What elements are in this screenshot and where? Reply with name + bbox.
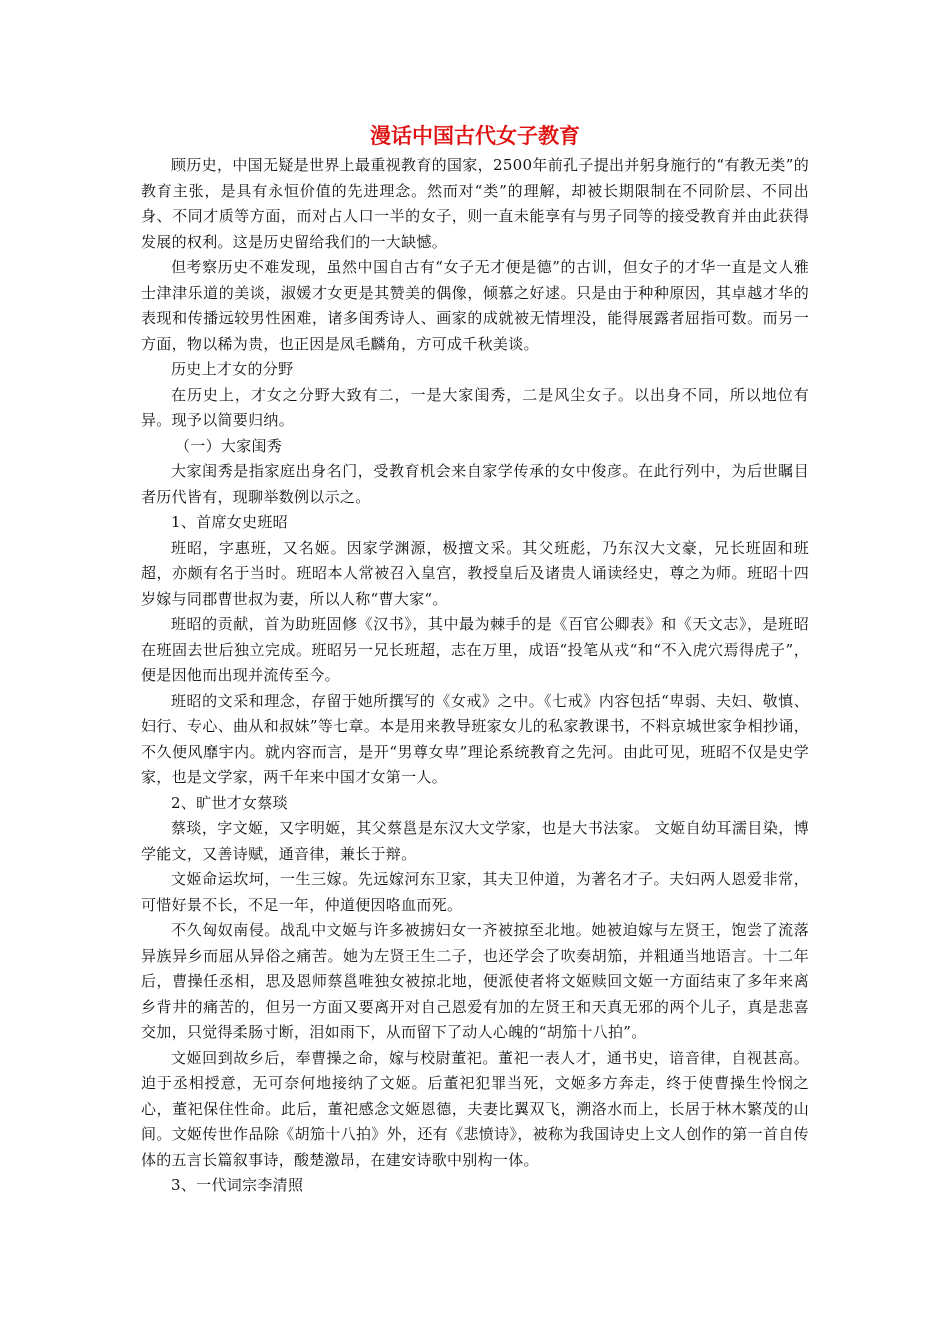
heading-ban-zhao: 1、首席女史班昭: [171, 513, 288, 531]
paragraph-cai-yan-3: 不久匈奴南侵。战乱中文姬与许多被掳妇女一齐被掠至北地。她被迫嫁与左贤王，饱尝了流落异族异乡而屈从异俗之痛苦。她为左贤王生二子，也还学会了吹奏胡笳，并粗通当地语言。十二年后，曹操任丞相，思及恩师蔡邕唯独女被掠北地，便派使者将文姬赎回文姬一方面结束了多年来离乡背井的痛苦的，但另一方面又要离开对自己恩爱有加的左贤王和天真无邪的两个儿子，真是悲喜交加，只觉得柔肠寸断，泪如雨下，从而留下了动人心魄的“胡笳十八拍”。: [141, 921, 809, 1041]
paragraph-review: 但考察历史不难发现，虽然中国自古有“女子无才便是德”的古训，但女子的才华一直是文人雅士津津乐道的美谈，淑媛才女更是其赞美的偶像，倾慕之好逑。只是由于种种原因，其卓越才华的表现和传播远较男性困难，诸多闺秀诗人、画家的成就被无情埋没，能得展露者屈指可数。而另一方面，物以稀为贵，也正因是凤毛麟角，方可成千秋美谈。: [141, 258, 809, 353]
heading-cai-yan: 2、旷世才女蔡琰: [171, 793, 288, 812]
document-body: [141, 153, 809, 1199]
paragraph-noble-ladies: 大家闺秀是指家庭出身名门，受教育机会来自家学传承的女中俊彦。在此行列中，为后世瞩目者历代皆有，现聊举数例以示之。: [141, 462, 809, 506]
paragraph-division: 在历史上，才女之分野大致有二，一是大家闺秀，二是风尘女子。以出身不同，所以地位有异。现予以简要归纳。: [141, 385, 809, 429]
paragraph-ban-zhao-3: 班昭的文采和理念，存留于她所撰写的《女戒》之中。《七戒》内容包括“卑弱、夫妇、敬慎、妇行、专心、曲从和叔妹”等七章。本是用来教导班家女儿的私家教课书，不料京城世家争相抄诵，不久便风靡宇内。就内容而言，是开“男尊女卑”理论系统教育之先河。由此可见，班昭不仅是史学家，也是文学家，两千年来中国才女第一人。: [141, 691, 809, 786]
paragraph-ban-zhao-1: 班昭，字惠班，又名姬。因家学渊源，极擅文采。其父班彪，乃东汉大文豪，兄长班固和班超，亦颇有名于当时。班昭本人常被召入皇宫，教授皇后及诸贵人诵读经史，尊之为师。班昭十四岁嫁与同郡曹世叔为妻，所以人称“曹大家“。: [141, 538, 809, 608]
paragraph-cai-yan-2: 文姬命运坎坷，一生三嫁。先远嫁河东卫家，其夫卫仲道，为著名才子。夫妇两人恩爱非常，可惜好景不长，不足一年，仲道便因咯血而死。: [141, 870, 809, 914]
heading-li-qingzhao: 3、一代词宗李清照: [171, 1176, 304, 1194]
heading-noble-ladies: （一）大家闺秀: [175, 436, 283, 455]
paragraph-cai-yan-4: 文姬回到故乡后，奉曹操之命，嫁与校尉董祀。董祀一表人才，通书史，谙音律，自视甚高。迫于丞相授意，无可奈何地接纳了文姬。后董祀犯罪当死，文姬多方奔走，终于使曹操生怜悯之心，董祀保住性命。此后，董祀感念文姬恩德，夫妻比翼双飞，溯洛水而上，长居于林木繁茂的山间。文姬传世作品除《胡笳十八拍》外，还有《悲愤诗》，被称为我国诗史上文人创作的第一首自传体的五言长篇叙事诗，酸楚激昂，在建安诗歌中别构一体。: [141, 1048, 809, 1169]
paragraph-ban-zhao-2: 班昭的贡献，首为助班固修《汉书》，其中最为棘手的是《百官公卿表》和《天文志》，是班昭在班固去世后独立完成。班昭另一兄长班超，志在万里，成语“投笔从戎“和“不入虎穴焉得虎子”，便是因他而出现并流传至今。: [141, 615, 809, 684]
document-title: 漫话中国古代女子教育: [370, 124, 580, 148]
heading-talented-women: 历史上才女的分野: [171, 360, 294, 378]
paragraph-cai-yan-1: 蔡琰，字文姬，又字明姬，其父蔡邕是东汉大文学家，也是大书法家。 文姬自幼耳濡目染，博学能文，又善诗赋，通音律，兼长于辩。: [141, 819, 809, 863]
paragraph-intro: 顾历史，中国无疑是世界上最重视教育的国家，2500年前孔子提出并躬身施行的“有教无类”的教育主张，是具有永恒价值的先进理念。然而对“类”的理解，却被长期限制在不同阶层、不同出身、不同才质等方面，而对占人口一半的女子，则一直未能享有与男子同等的接受教育并由此获得发展的权利。这是历史留给我们的一大缺憾。: [141, 156, 809, 251]
